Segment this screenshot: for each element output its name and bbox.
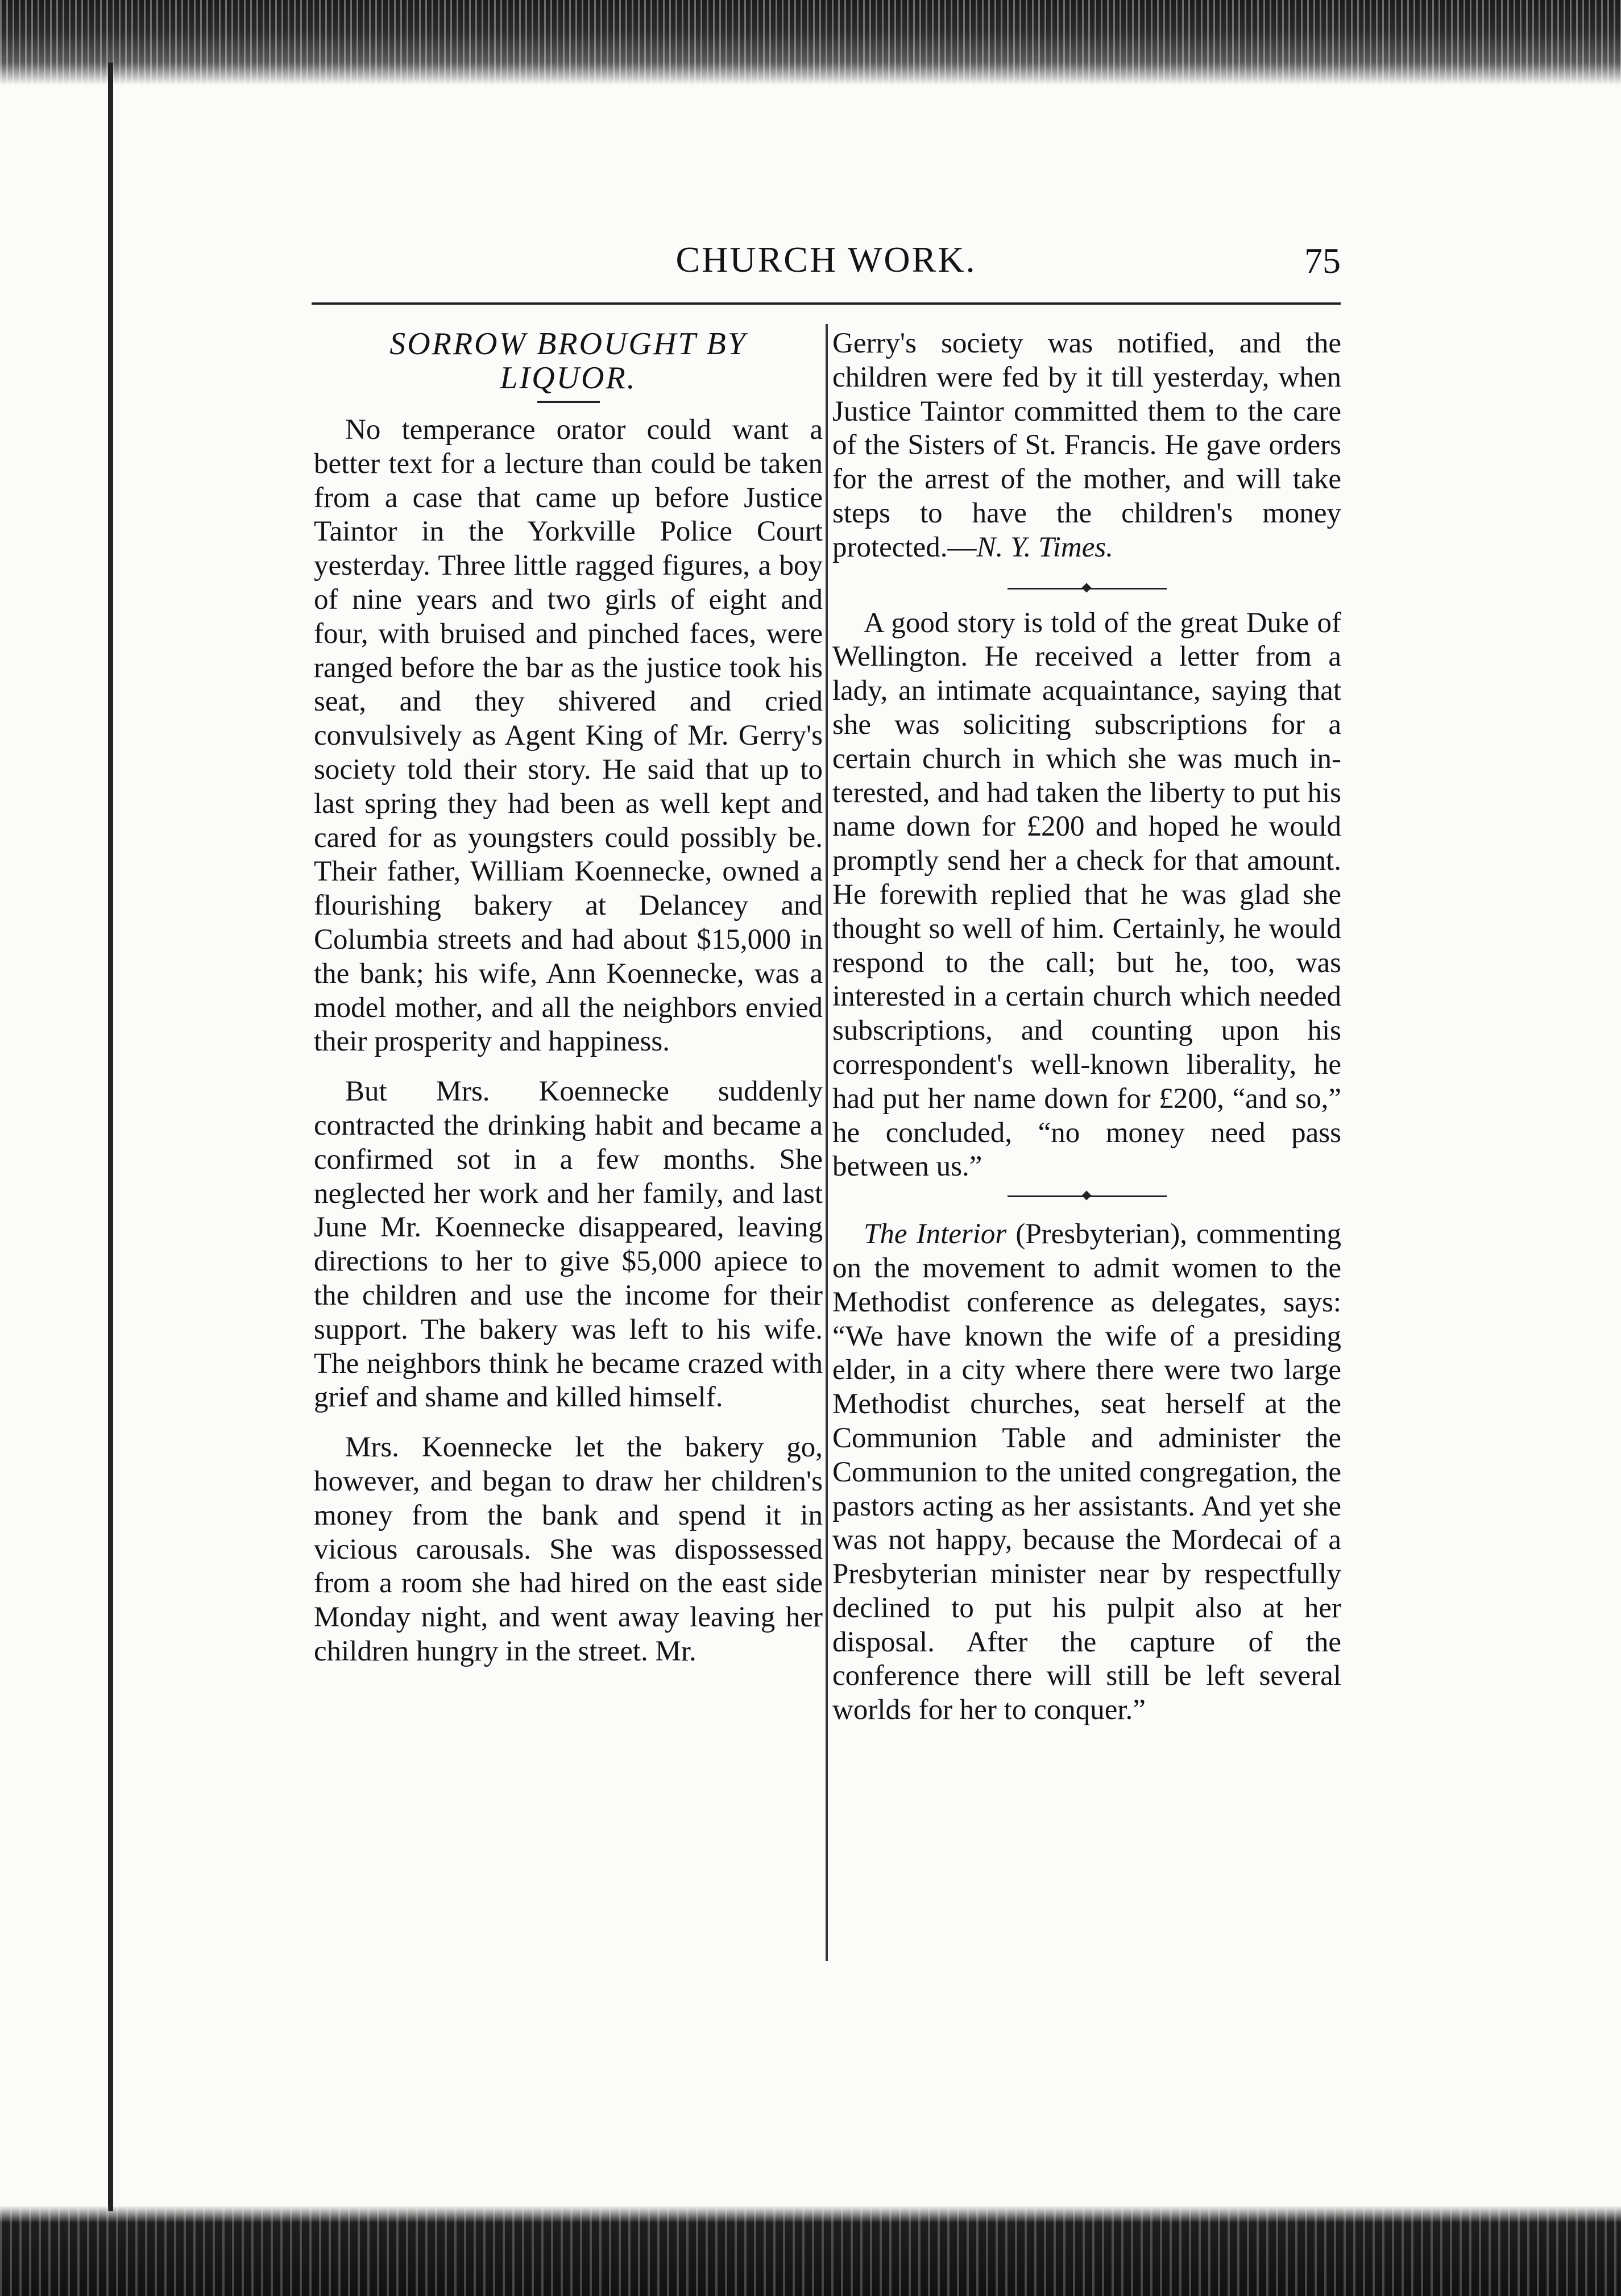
article-title-line-1: SORROW BROUGHT BY bbox=[389, 326, 747, 362]
source-credit: N. Y. Times. bbox=[976, 531, 1113, 563]
continuation-text: Gerry's society was notified, and the children were fed by it till yesterday, when Justice Taintor committed them to the care of the Sisters of St. Francis. He gave orders for the arrest of the mother, and will take steps to have the children's money protected.— bbox=[832, 327, 1341, 563]
article-paragraph: No temperance orator could want a better text for a lecture than could be taken from a case that came up before Justice Taintor in the Yorkville Police Court yesterday. Three little ragged figures, a boy of nine years and two girls of eight and four, with bruised and pinched faces, were ranged before the bar as the justice took his seat, and they shivered and cried convulsively as Agent King of Mr. Gerry's society told their story. He said that up to last spring they had been as well kept and cared for as youngsters could possibly be. Their father, William Koennecke, owned a flourishing bakery at Delancey and Columbia streets and had about $15,000 in the bank; his wife, Ann Koennecke, was a model mother, and all the neighbors envied their prosperity and happiness. bbox=[314, 414, 823, 1058]
section-separator bbox=[1008, 588, 1167, 589]
scan-left-edge bbox=[108, 63, 113, 2211]
article-title bbox=[314, 327, 823, 395]
scan-top-edge bbox=[0, 0, 1621, 85]
article-paragraph: Mrs. Koennecke let the bakery go, however, and began to draw her children's money from the bank and spend it in vicious carousals. She was dispossessed from a room she had hired on the east side Monday night, and went away leaving her children hungry in the street. Mr. bbox=[314, 1431, 823, 1667]
publication-name: The Interior bbox=[864, 1218, 1007, 1251]
anecdote-paragraph: A good story is told of the great Duke of Wellington. He received a letter from a lady, an intimate acquaintance, saying that she was soliciting subscriptions for a certain church in which she was much interested, and had taken the liberty to put his name down for £200 and hoped he would promptly send her a check for that amount. He forewith replied that he was glad she thought so well of him. Certainly, he would respond to the call; but he, too, was interested in a certain church which needed subscriptions, and counting upon his correspondent's well-known liberality, he had put her name down for £200, “and so,” he concluded, “no money need pass between us.” bbox=[832, 607, 1341, 1183]
article-paragraph: But Mrs. Koennecke suddenly contracted the drinking habit and became a confirmed sot in a few months. She neglected her work and her family, and last June Mr. Koennecke disappeared, leaving directions to her to give $5,000 apiece to the children and use the income for their support. The bakery was left to his wife. The neighbors think he became crazed with grief and shame and killed himself. bbox=[314, 1076, 823, 1414]
article-continuation bbox=[832, 327, 1341, 565]
left-column bbox=[314, 327, 823, 1669]
article-title-line-2: LIQUOR. bbox=[500, 360, 637, 396]
section-separator bbox=[1008, 1195, 1167, 1197]
column-divider bbox=[826, 324, 828, 1961]
title-rule bbox=[537, 401, 600, 403]
page-header bbox=[312, 239, 1341, 290]
header-rule bbox=[312, 302, 1341, 305]
interior-paragraph bbox=[832, 1218, 1341, 1728]
right-column bbox=[832, 327, 1341, 1728]
scan-bottom-edge bbox=[0, 2206, 1621, 2296]
running-title: CHURCH WORK. bbox=[675, 239, 977, 280]
page-number: 75 bbox=[1304, 240, 1341, 281]
interior-text: (Presbyterian), commenting on the movement to admit women to the Methodist conference as delegates, says: “We have known the wife of a presiding elder, in a city where there were two large Methodist churches, seat herself at the Communion Table and administer the Communion to the united congregation, the pastors acting as her assistants. And yet she was not happy, because the Mordecai of a Presbyterian minister near by respectfully declined to put his pulpit also at her disposal. After the capture of the conference there will still be left several worlds for her to conquer.” bbox=[832, 1218, 1342, 1726]
